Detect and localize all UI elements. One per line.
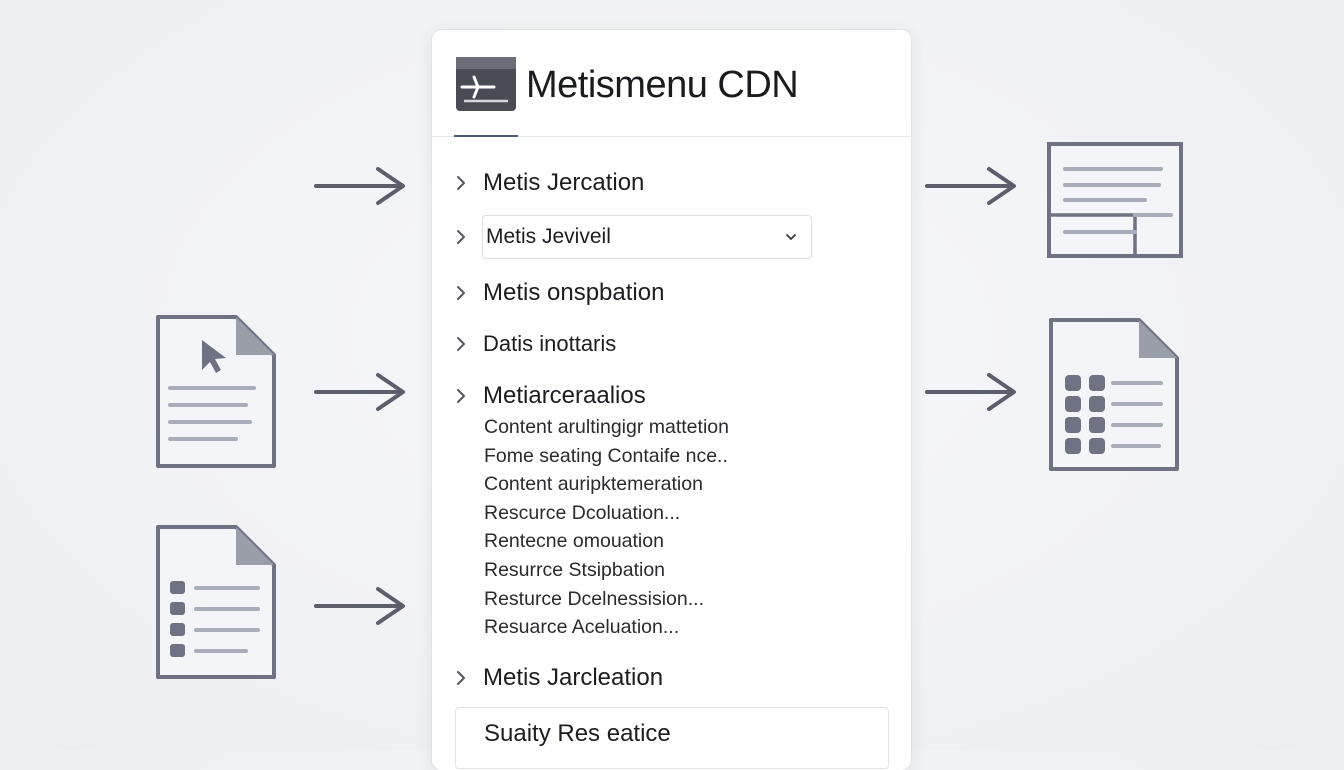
menu-item-label: Metis Jercation	[483, 169, 645, 196]
menu-item-label: Datis inottaris	[483, 331, 617, 356]
arrow-right-icon	[314, 372, 408, 412]
menu-item-inottaris[interactable]	[454, 325, 616, 363]
document-cursor-icon	[152, 315, 278, 470]
arrow-right-icon	[314, 166, 408, 206]
submenu-item[interactable]: Resurrce Stsipbation	[484, 559, 666, 581]
panel-header	[432, 30, 911, 137]
header-active-underline	[454, 135, 518, 137]
chevron-down-icon	[785, 232, 797, 242]
arrow-right-icon	[314, 586, 408, 626]
submenu-item[interactable]: Resturce Dcelnessision...	[484, 588, 705, 610]
submenu-item[interactable]: Content auripktemeration	[484, 473, 703, 495]
menu-item-label: Metis Jarcleation	[483, 664, 664, 691]
document-grid-icon	[1047, 318, 1181, 473]
bottom-field[interactable]	[455, 707, 889, 769]
menu-item-metiarceraalios[interactable]	[454, 377, 646, 415]
menu-item-jeviveil[interactable]	[454, 218, 483, 256]
arrow-right-icon	[925, 166, 1019, 206]
terminal-window-icon	[456, 57, 516, 111]
arrow-right-icon	[925, 372, 1019, 412]
menu-dropdown-select[interactable]	[482, 215, 812, 259]
bottom-field-label: Suaity Res eatice	[484, 720, 671, 747]
chevron-right-icon	[454, 337, 468, 351]
menu-item-label: Metis onspbation	[483, 279, 665, 306]
menu-item-jercation[interactable]	[454, 164, 644, 202]
chevron-right-icon	[454, 176, 468, 190]
chevron-right-icon	[454, 671, 468, 685]
menu-item-jarcleation[interactable]	[454, 659, 663, 697]
submenu-item[interactable]: Rentecne omouation	[484, 530, 664, 552]
submenu-item[interactable]: Rescurce Dcoluation...	[484, 502, 681, 524]
dropdown-selected-label: Metis Jeviveil	[486, 225, 611, 248]
chevron-right-icon	[454, 389, 468, 403]
panel-title: Metismenu CDN	[526, 64, 799, 106]
menu-item-onspbation[interactable]	[454, 274, 664, 312]
metismenu-panel	[432, 30, 911, 770]
menu-item-label: Metiarceraalios	[483, 382, 646, 409]
stacked-pages-icon	[1047, 142, 1183, 259]
submenu-item[interactable]: Content arultingigr mattetion	[484, 416, 729, 438]
chevron-right-icon	[454, 230, 468, 244]
chevron-right-icon	[454, 286, 468, 300]
submenu-item[interactable]: Resuarce Aceluation...	[484, 616, 680, 638]
submenu-item[interactable]: Fome seating Contaife nce..	[484, 445, 728, 467]
document-list-icon	[152, 525, 278, 681]
